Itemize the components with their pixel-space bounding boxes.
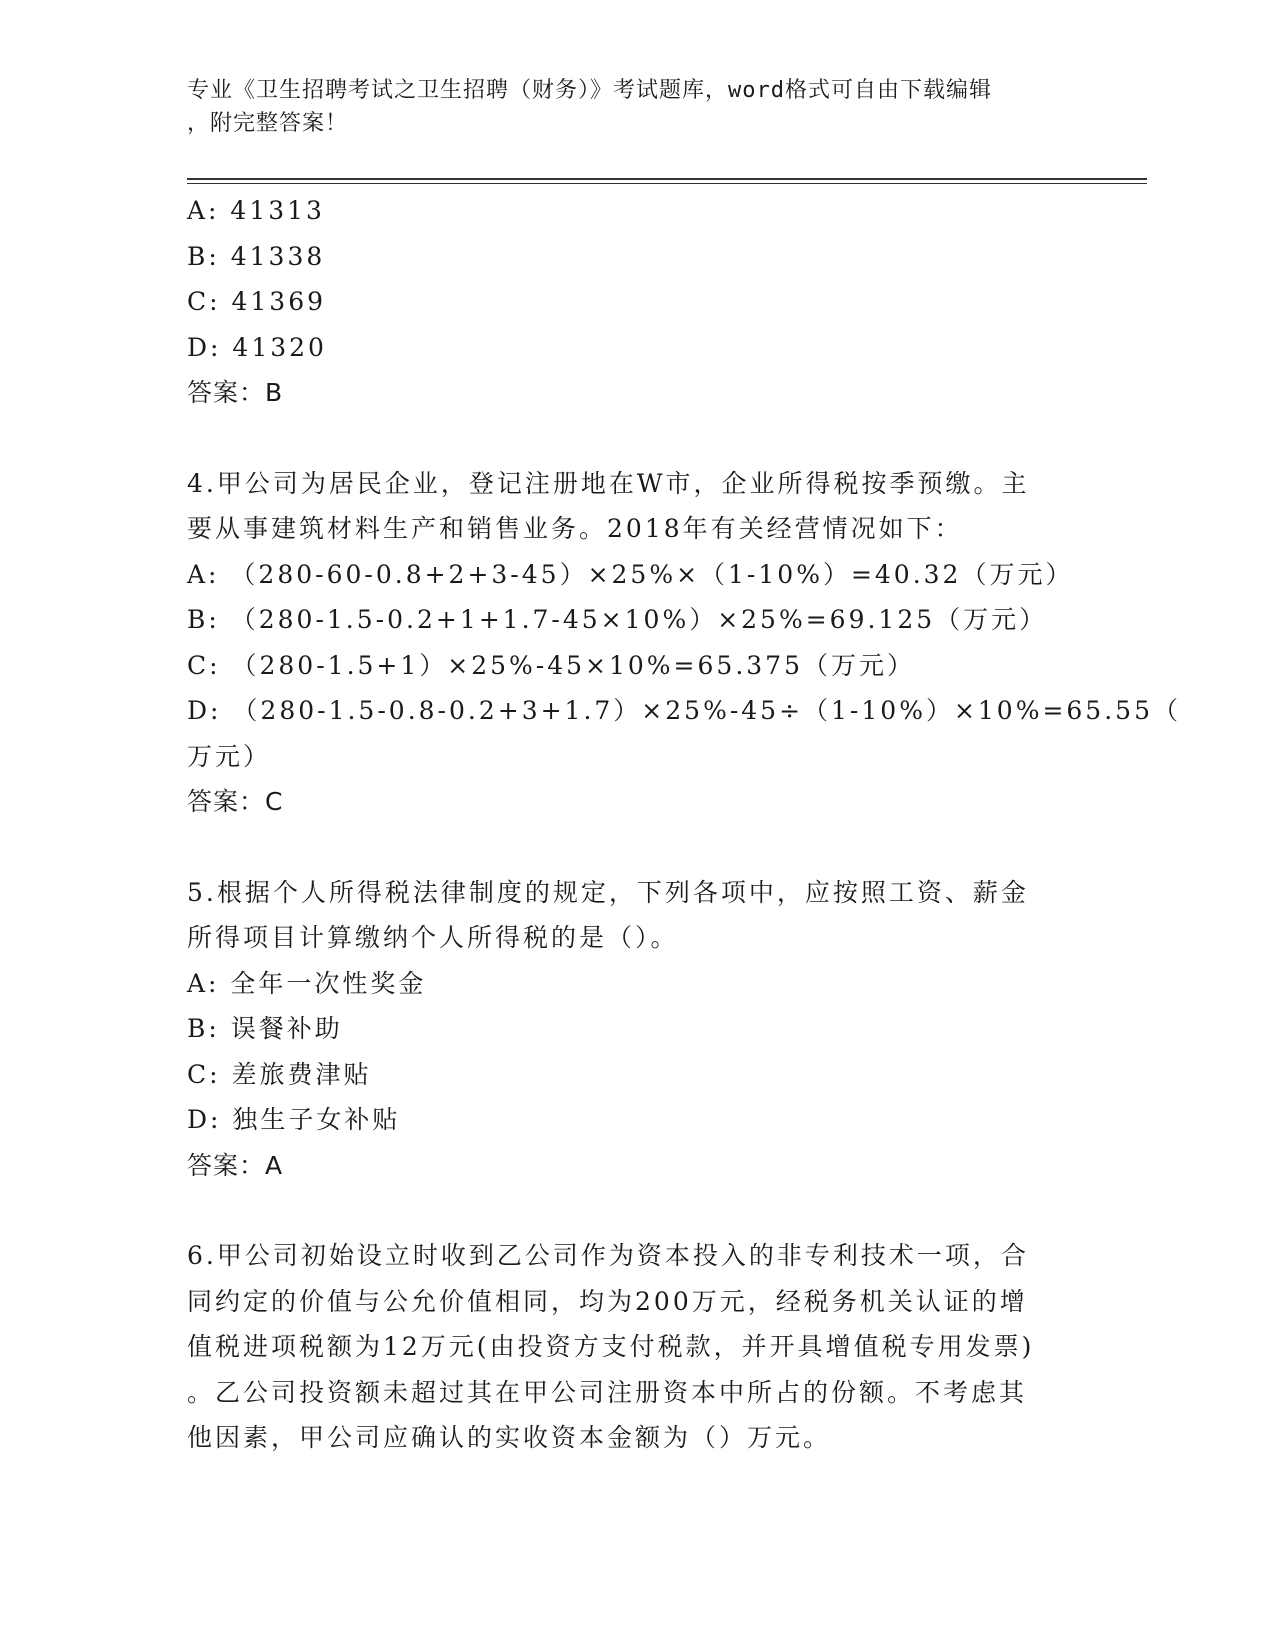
spacer (187, 416, 1067, 461)
answer-label: 答案：A (187, 1150, 284, 1180)
question-stem-line: 同约定的价值与公允价值相同，均为200万元，经税务机关认证的增 (187, 1286, 1028, 1316)
question-stem-line: 。乙公司投资额未超过其在甲公司注册资本中所占的份额。不考虑其 (187, 1377, 1028, 1407)
answer-label: 答案：C (187, 787, 284, 816)
option-c: C: 差旅费津贴 (187, 1059, 372, 1089)
question-stem-line: 他因素，甲公司应确认的实收资本金额为（）万元。 (187, 1423, 832, 1452)
option-a: A: 41313 (187, 196, 325, 225)
document-header (187, 74, 1067, 140)
option-d: D: 41320 (187, 332, 327, 362)
question-5 (187, 870, 1067, 1189)
option-c: C: 41369 (187, 287, 327, 316)
option-d: D: （280-1.5-0.8-0.2+3+1.7）×25%-45÷（1-10%）×10%=65.55（ (187, 696, 1181, 725)
question-6 (187, 1233, 1067, 1461)
header-title-line-1: 专业《卫生招聘考试之卫生招聘（财务）》考试题库，word格式可自由下载编辑 (187, 78, 992, 103)
question-3 (187, 188, 1067, 416)
question-stem-line: 要从事建筑材料生产和销售业务。2018年有关经营情况如下： (187, 514, 963, 543)
question-stem-line: 所得项目计算缴纳个人所得税的是（）。 (187, 923, 679, 952)
question-stem-line: 5.根据个人所得税法律制度的规定，下列各项中，应按照工资、薪金 (187, 877, 1029, 907)
spacer (187, 825, 1067, 870)
option-b: B: 41338 (187, 241, 326, 271)
header-divider (187, 178, 1147, 184)
option-b: B: （280-1.5-0.2+1+1.7-45×10%）×25%=69.125（万元） (187, 605, 1048, 634)
option-d-continuation: 万元） (187, 741, 272, 771)
option-a: A: 全年一次性奖金 (187, 968, 427, 998)
option-c: C: （280-1.5+1）×25%-45×10%=65.375（万元） (187, 650, 915, 680)
question-body (187, 188, 1181, 1461)
header-title-line-2: ，附完整答案！ (187, 111, 349, 136)
question-4 (187, 461, 1181, 825)
option-d: D: 独生子女补贴 (187, 1105, 401, 1134)
question-stem-line: 4.甲公司为居民企业，登记注册地在W市，企业所得税按季预缴。主 (187, 468, 1030, 498)
question-stem-line: 6.甲公司初始设立时收到乙公司作为资本投入的非专利技术一项，合 (187, 1241, 1029, 1270)
question-stem-line: 值税进项税额为12万元(由投资方支付税款，并开具增值税专用发票) (187, 1332, 1035, 1361)
option-a: A: （280-60-0.8+2+3-45）×25%×（1-10%）=40.32（万元） (187, 559, 1074, 589)
option-b: B: 误餐补助 (187, 1014, 343, 1043)
spacer (187, 1188, 1067, 1233)
answer-label: 答案：B (187, 378, 284, 407)
